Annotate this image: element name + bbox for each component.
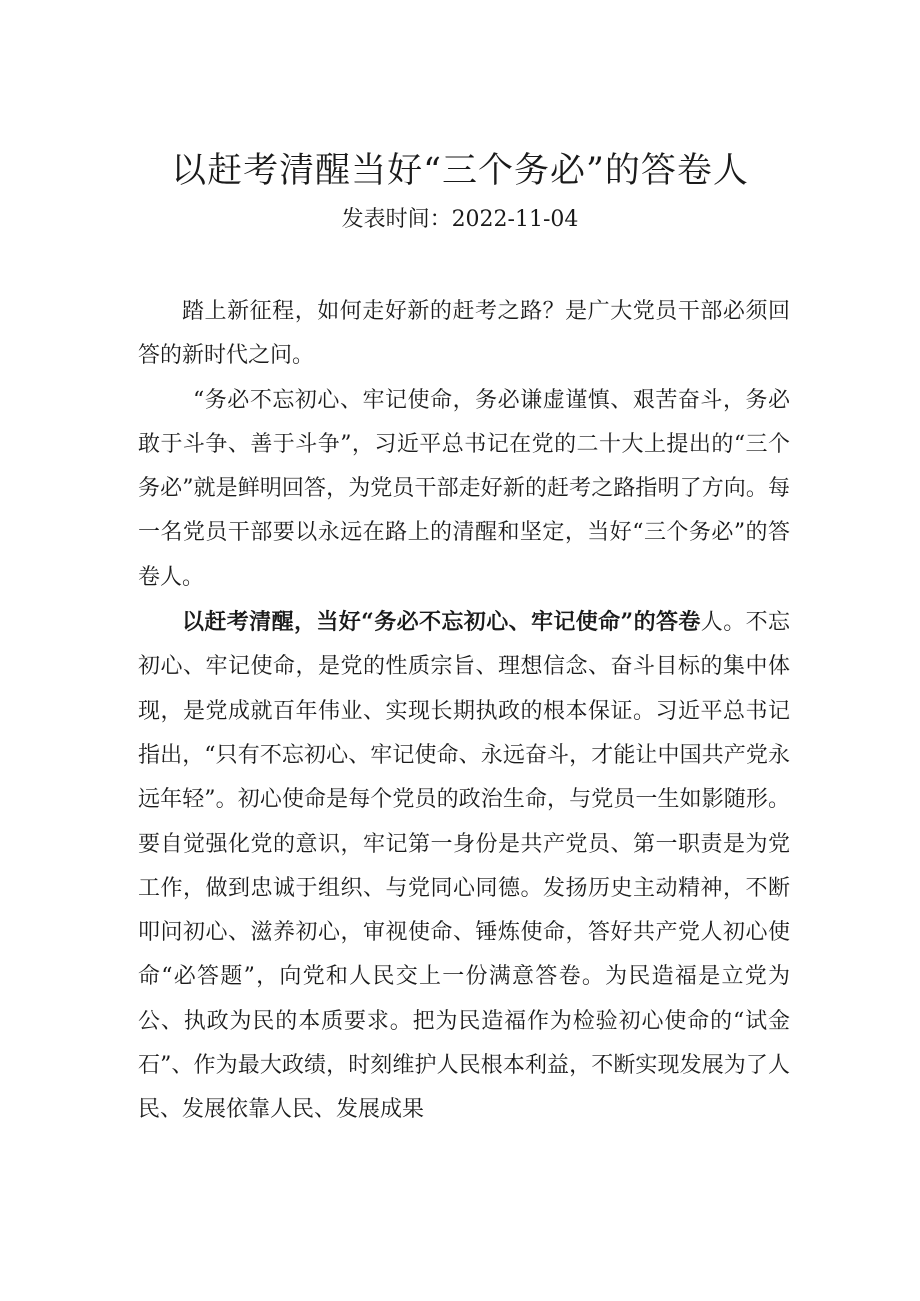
paragraph-text: “务必不忘初心、牢记使命，务必谦虚谨慎、艰苦奋斗，务必敢于斗争、善于斗争”，习近平总书记在党的二十大上提出的“三个务必”就是鲜明回答，为党员干部走好新的赶考之路指明了方向。每一名党员干部要以永远在路上的清醒和坚定，当好“三个务必”的答卷人。 <box>138 387 790 590</box>
publish-date: 发表时间：2022-11-04 <box>341 207 579 232</box>
paragraph-1 <box>138 290 790 379</box>
paragraph-lead-bold: 以赶考清醒，当好“务必不忘初心、牢记使命”的答卷 <box>182 609 701 636</box>
paragraph-3 <box>138 600 790 1133</box>
paragraph-text: 踏上新征程，如何走好新的赶考之路？是广大党员干部必须回答的新时代之问。 <box>138 299 790 369</box>
article-title: 以赶考清醒当好“三个务必”的答卷人 <box>171 151 749 191</box>
article-body <box>138 290 790 1133</box>
paragraph-text: 人。不忘初心、牢记使命，是党的性质宗旨、理想信念、奋斗目标的集中体现，是党成就百年伟业、实现长期执政的根本保证。习近平总书记指出，“只有不忘初心、牢记使命、永远奋斗，才能让中国共产党永远年轻”。初心使命是每个党员的政治生命，与党员一生如影随形。要自觉强化党的意识，牢记第一身份是共产党员、第一职责是为党工作，做到忠诚于组织、与党同心同德。发扬历史主动精神，不断叩问初心、滋养初心，审视使命、锤炼使命，答好共产党人初心使命“必答题”，向党和人民交上一份满意答卷。为民造福是立党为公、执政为民的本质要求。把为民造福作为检验初心使命的“试金石”、作为最大政绩，时刻维护人民根本利益，不断实现发展为了人民、发展依靠人民、发展成果 <box>138 610 790 1123</box>
paragraph-2 <box>138 379 790 600</box>
